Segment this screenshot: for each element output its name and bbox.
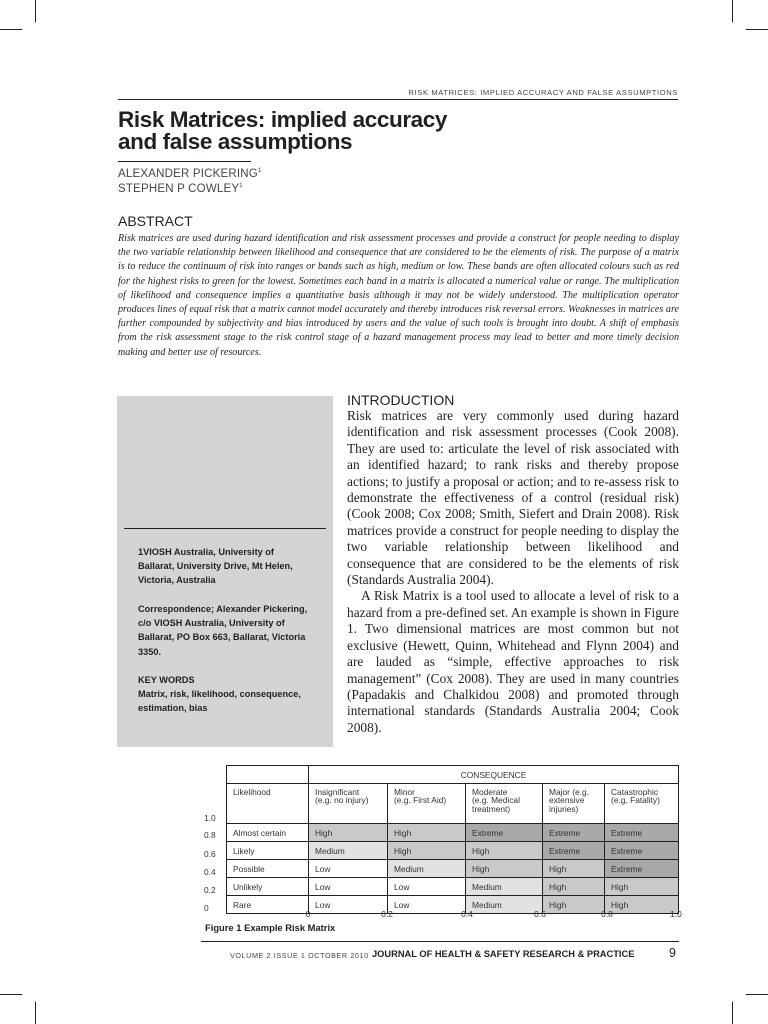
risk-level-cell: High xyxy=(543,878,605,896)
introduction-paragraph: A Risk Matrix is a tool used to allocate a level of risk to a hazard from a pre-defined set. An example is shown in Figure 1. Two dimensional matrices are most common but not exclusive (Hewett, Quinn, Whitehead and Flynn 2004) and are lauded as “simple, effective approaches to risk management” (Cox 2008). They are used in many countries (Papadakis and Chalkidou 2008) and promoted through international standards (Standards Australia 2004; Cook 2008). xyxy=(347,588,679,735)
risk-level-cell: Extreme xyxy=(605,842,679,860)
matrix-row xyxy=(227,860,679,878)
y-tick-label: 0 xyxy=(204,903,209,913)
author-name: ALEXANDER PICKERING xyxy=(118,168,258,180)
consequence-header: Moderate (e.g. Medical treatment) xyxy=(466,784,543,824)
crop-mark xyxy=(35,1002,36,1024)
risk-level-cell: High xyxy=(605,896,679,914)
likelihood-cell: Possible xyxy=(227,860,309,878)
consequence-header: Major (e.g. extensive injuries) xyxy=(543,784,605,824)
risk-level-cell: Extreme xyxy=(543,842,605,860)
x-tick-label: 1.0 xyxy=(670,909,682,919)
crop-mark xyxy=(732,0,733,22)
crop-mark xyxy=(35,0,36,22)
abstract-text: Risk matrices are used during hazard identification and risk assessment processes and provide a construct for people needing to display the two variable relationship between likelihood and consequence that are considered to be the elements of risk. The purpose of a matrix is to reduce the continuum of risk into ranges or bands such as high, medium or low. These bands are often allocated colours such as red for the highest risks to green for the lowest. Sometimes each band in a matrix is allocated a numerical value or range. The multiplication of likelihood and consequence implies a quantitative basis although it may not be widely understood. The multiplication operator produces lines of equal risk that a matrix cannot model accurately and thereby introduces risk reversal errors. Weaknesses in matrices are further compounded by subjectivity and bias introduced by users and the value of such tools is brought into doubt. A shift of emphasis from the risk assessment stage to the risk control stage of a hazard management process may lead to better and more timely decision making and better use of resources. xyxy=(118,233,679,358)
consequence-header-row xyxy=(227,766,679,784)
risk-level-cell: Low xyxy=(309,878,388,896)
matrix-row xyxy=(227,878,679,896)
risk-level-cell: High xyxy=(309,824,388,842)
introduction-paragraph: Risk matrices are very commonly used during hazard identification and risk assessment processes (Cook 2008). They are used to: articulate the level of risk associated with an identified hazard; to rank risks and thereby propose actions; to justify a proposal or action; and to re-assess risk to demonstrate the effectiveness of a control (residual risk) (Cook 2008; Cox 2008; Smith, Siefert and Drain 2008). Risk matrices provide a construct for people needing to display the two variable relationship between likelihood and consequence that are considered to be the elements of risk (Standards Australia 2004). xyxy=(347,408,679,588)
author-affiliation-mark: 1 xyxy=(257,168,262,175)
risk-level-cell: High xyxy=(605,878,679,896)
consequence-header: Insignificant (e.g. no injury) xyxy=(309,784,388,824)
risk-level-cell: High xyxy=(543,896,605,914)
abstract-heading: ABSTRACT xyxy=(118,213,193,229)
corner-cell xyxy=(227,766,309,784)
risk-level-cell: Extreme xyxy=(605,860,679,878)
matrix-row xyxy=(227,824,679,842)
risk-level-cell: Low xyxy=(388,896,466,914)
sidebar-affiliation: 1VIOSH Australia, University of Ballarat, University Drive, Mt Helen, Victoria, Australia xyxy=(138,547,293,586)
matrix-row xyxy=(227,842,679,860)
likelihood-label: Likelihood xyxy=(227,784,309,824)
footer-issue: VOLUME 2 ISSUE 1 OCTOBER 2010 xyxy=(230,951,369,960)
crop-mark xyxy=(0,29,22,30)
x-tick-label: 0.8 xyxy=(601,909,613,919)
risk-level-cell: High xyxy=(466,860,543,878)
likelihood-cell: Likely xyxy=(227,842,309,860)
risk-level-cell: Medium xyxy=(309,842,388,860)
risk-level-cell: High xyxy=(466,842,543,860)
author-name: STEPHEN P COWLEY xyxy=(118,183,240,195)
author-affiliation-mark: 1 xyxy=(239,183,243,190)
risk-level-cell: Low xyxy=(309,896,388,914)
crop-mark xyxy=(732,1002,733,1024)
title-line-1: Risk Matrices: implied accuracy xyxy=(118,107,448,132)
crop-mark xyxy=(0,994,22,995)
x-tick-label: 0.6 xyxy=(534,909,546,919)
y-tick-label: 0.4 xyxy=(204,867,216,877)
footer-rule xyxy=(201,941,679,942)
author-1 xyxy=(118,168,261,180)
likelihood-cell: Unlikely xyxy=(227,878,309,896)
x-tick-label: 0 xyxy=(305,909,311,919)
sidebar-correspondence: Correspondence; Alexander Pickering, c/o VIOSH Australia, University of Ballarat, PO Box 663, Ballarat, Victoria 3350. xyxy=(138,604,308,657)
author-2 xyxy=(118,183,243,195)
sidebar-keywords: Matrix, risk, likelihood, consequence, estimation, bias xyxy=(138,689,301,714)
running-head: RISK MATRICES: IMPLIED ACCURACY AND FALSE ASSUMPTIONS xyxy=(408,88,678,97)
risk-level-cell: High xyxy=(388,842,466,860)
title-rule xyxy=(118,161,251,162)
y-tick-label: 0.8 xyxy=(204,830,216,840)
risk-level-cell: Low xyxy=(309,860,388,878)
risk-level-cell: High xyxy=(388,824,466,842)
consequence-header: Catastrophic (e.g. Fatality) xyxy=(605,784,679,824)
risk-level-cell: High xyxy=(543,860,605,878)
risk-level-cell: Medium xyxy=(466,878,543,896)
y-tick-label: 0.6 xyxy=(204,849,216,859)
y-tick-label: 1.0 xyxy=(204,813,216,823)
matrix-body xyxy=(227,824,679,914)
introduction-heading: INTRODUCTION xyxy=(347,392,455,408)
risk-level-cell: Extreme xyxy=(466,824,543,842)
likelihood-cell: Rare xyxy=(227,896,309,914)
figure-caption: Figure 1 Example Risk Matrix xyxy=(205,922,336,933)
risk-level-cell: Medium xyxy=(388,860,466,878)
footer-journal-title: JOURNAL OF HEALTH & SAFETY RESEARCH & PRACTICE xyxy=(372,949,635,959)
introduction-body xyxy=(347,408,679,736)
crop-mark xyxy=(746,994,768,995)
column-header-row xyxy=(227,784,679,824)
risk-level-cell: Extreme xyxy=(605,824,679,842)
x-tick-label: 0.4 xyxy=(461,909,473,919)
risk-level-cell: Extreme xyxy=(543,824,605,842)
risk-level-cell: Low xyxy=(388,878,466,896)
page-number: 9 xyxy=(669,946,676,960)
header-rule xyxy=(118,99,678,100)
paper-title xyxy=(118,109,678,153)
x-tick-label: 0.2 xyxy=(381,909,393,919)
consequence-header: Minor (e.g. First Aid) xyxy=(388,784,466,824)
crop-mark xyxy=(746,29,768,30)
likelihood-cell: Almost certain xyxy=(227,824,309,842)
title-line-2: and false assumptions xyxy=(118,129,353,154)
risk-level-cell: Medium xyxy=(466,896,543,914)
consequence-label: CONSEQUENCE xyxy=(309,766,679,784)
sidebar-keywords-heading: KEY WORDS xyxy=(138,675,195,685)
risk-matrix-table xyxy=(226,765,679,914)
sidebar-rule xyxy=(124,528,326,529)
y-tick-label: 0.2 xyxy=(204,885,216,895)
